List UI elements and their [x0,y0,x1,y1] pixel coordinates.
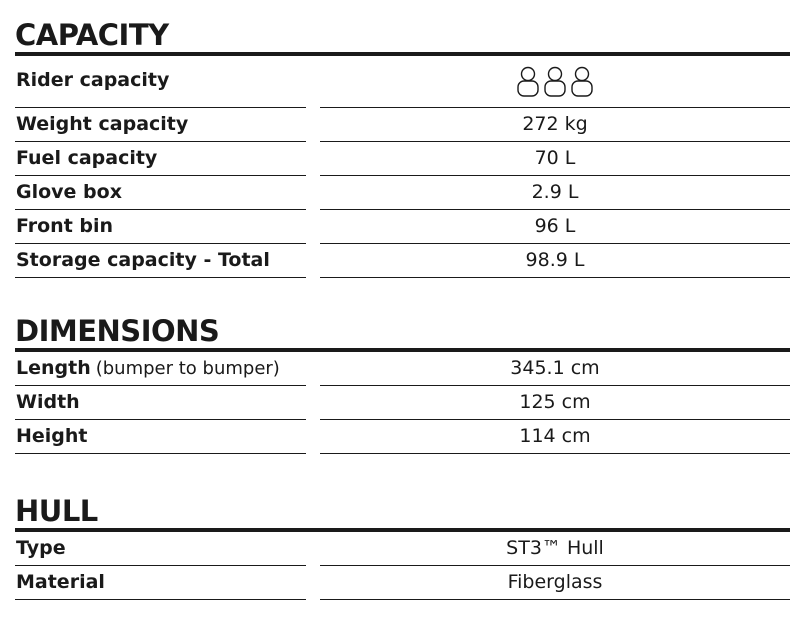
spec-value: 125 cm [519,391,591,413]
spec-row-height [15,420,790,454]
row-divider [320,453,790,454]
spec-value: 114 cm [519,425,591,447]
spec-value: 70 L [534,147,576,169]
spec-row-material [15,566,790,600]
spec-qualifier: (bumper to bumper) [95,358,280,379]
row-divider [15,453,306,454]
spec-label-group [16,352,280,384]
dimensions-heading: DIMENSIONS [15,314,220,348]
spec-label: Storage capacity - Total [16,249,270,271]
spec-row-front-bin [15,210,790,244]
spec-row-type [15,532,790,566]
spec-label: Length [16,357,91,379]
spec-label: Type [16,537,66,559]
row-divider [15,599,306,600]
spec-value: 96 L [534,215,576,237]
spec-value: 272 kg [522,113,588,135]
spec-row-rider-capacity [15,56,790,108]
seat-icon [543,66,567,100]
spec-label: Width [16,391,80,413]
spec-label: Glove box [16,181,122,203]
rider-seats [320,66,790,100]
spec-label: Material [16,571,105,593]
spec-row-glove-box [15,176,790,210]
capacity-heading: CAPACITY [15,18,169,52]
seat-icon [516,66,540,100]
hull-section [15,494,790,600]
spec-label: Fuel capacity [16,147,158,169]
hull-heading: HULL [15,494,98,528]
spec-row-width [15,386,790,420]
spec-label: Front bin [16,215,114,237]
spec-row-weight-capacity [15,108,790,142]
spec-value: ST3™ Hull [506,537,604,559]
seat-icon [570,66,594,100]
spec-value: Fiberglass [507,571,603,593]
row-divider [15,277,306,278]
spec-value: 98.9 L [525,249,585,271]
spec-label: Rider capacity [16,69,170,91]
row-divider [320,277,790,278]
spec-row-storage-total [15,244,790,278]
spec-row-fuel-capacity [15,142,790,176]
spec-row-length [15,352,790,386]
spec-label: Weight capacity [16,113,189,135]
spec-value: 345.1 cm [510,357,600,379]
spec-label: Height [16,425,88,447]
dimensions-section [15,314,790,454]
capacity-section [15,18,790,278]
row-divider [320,599,790,600]
spec-value: 2.9 L [531,181,579,203]
